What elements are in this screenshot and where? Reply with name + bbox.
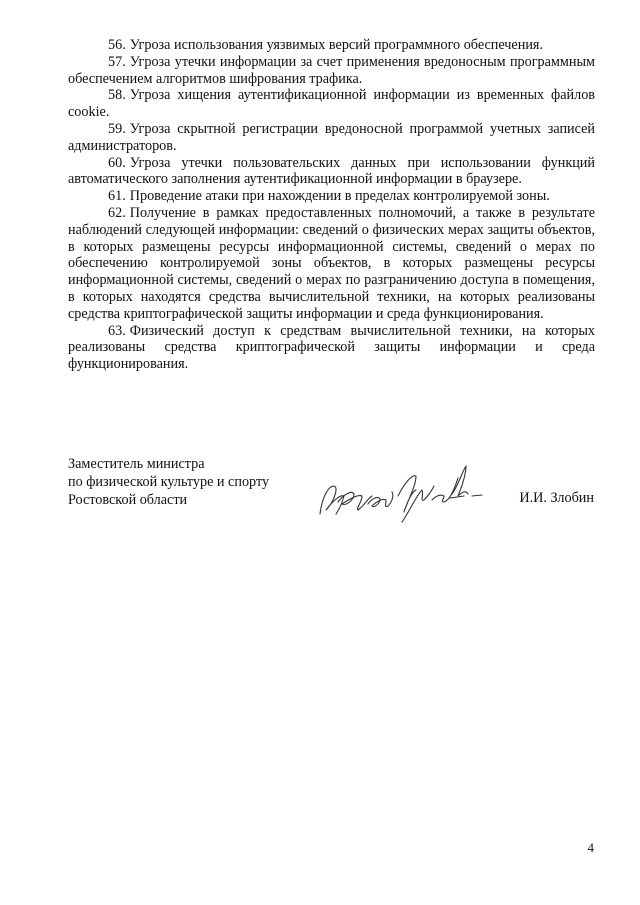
item-number: 62. — [108, 204, 126, 221]
item-number: 60. — [108, 154, 126, 171]
threat-list — [68, 37, 595, 373]
item-number: 57. — [108, 53, 126, 70]
page-number: 4 — [587, 840, 594, 855]
item-number: 58. — [108, 87, 126, 104]
list-item — [68, 205, 595, 323]
item-number: 59. — [108, 120, 126, 137]
item-number: 63. — [108, 322, 126, 339]
list-item — [68, 323, 595, 373]
item-text: Угроза использования уязвимых версий программного обеспечения. — [129, 37, 543, 53]
list-item — [68, 37, 595, 54]
position-line: Ростовской области — [68, 492, 188, 508]
item-text: Получение в рамках предоставленных полномочий, а также в результате наблюдений следующей информации: сведений о физических мерах защиты объектов, в которых размещены ресурсы информационной системы, сведений о мерах по обеспечению контролируемой зоны объектов, в которых размещены ресурсы информационной системы, сведений о мерах по разграничению доступа в помещения, в которых находятся средства вычислительной техники, на которых реализованы средства криптографической защиты информации и среда функционирования. — [68, 204, 595, 322]
position-line: Заместитель министра — [68, 456, 205, 472]
item-text: Угроза утечки информации за счет применения вредоносным программным обеспечением алгоритмов шифрования трафика. — [68, 53, 595, 87]
item-text: Физический доступ к средствам вычислительной техники, на которых реализованы средства криптографической защиты информации и среда функционирования. — [68, 322, 595, 373]
signer-name: И.И. Злобин — [519, 490, 594, 506]
item-text: Угроза утечки пользовательских данных при использовании функций автоматического заполнения аутентификационной информации в браузере. — [68, 154, 595, 188]
list-item — [68, 87, 595, 121]
handwritten-signature — [312, 456, 490, 530]
list-item — [68, 188, 595, 205]
list-item — [68, 121, 595, 155]
signatory-position — [68, 455, 328, 509]
list-item — [68, 155, 595, 189]
item-text: Угроза скрытной регистрации вредоносной программой учетных записей администраторов. — [68, 120, 595, 154]
item-number: 61. — [108, 188, 126, 205]
item-text: Угроза хищения аутентификационной информации из временных файлов cookie. — [68, 87, 595, 121]
item-number: 56. — [108, 37, 126, 53]
position-line: по физической культуре и спорту — [68, 474, 270, 490]
item-text: Проведение атаки при нахождении в пределах контролируемой зоны. — [129, 188, 550, 205]
list-item — [68, 54, 595, 88]
